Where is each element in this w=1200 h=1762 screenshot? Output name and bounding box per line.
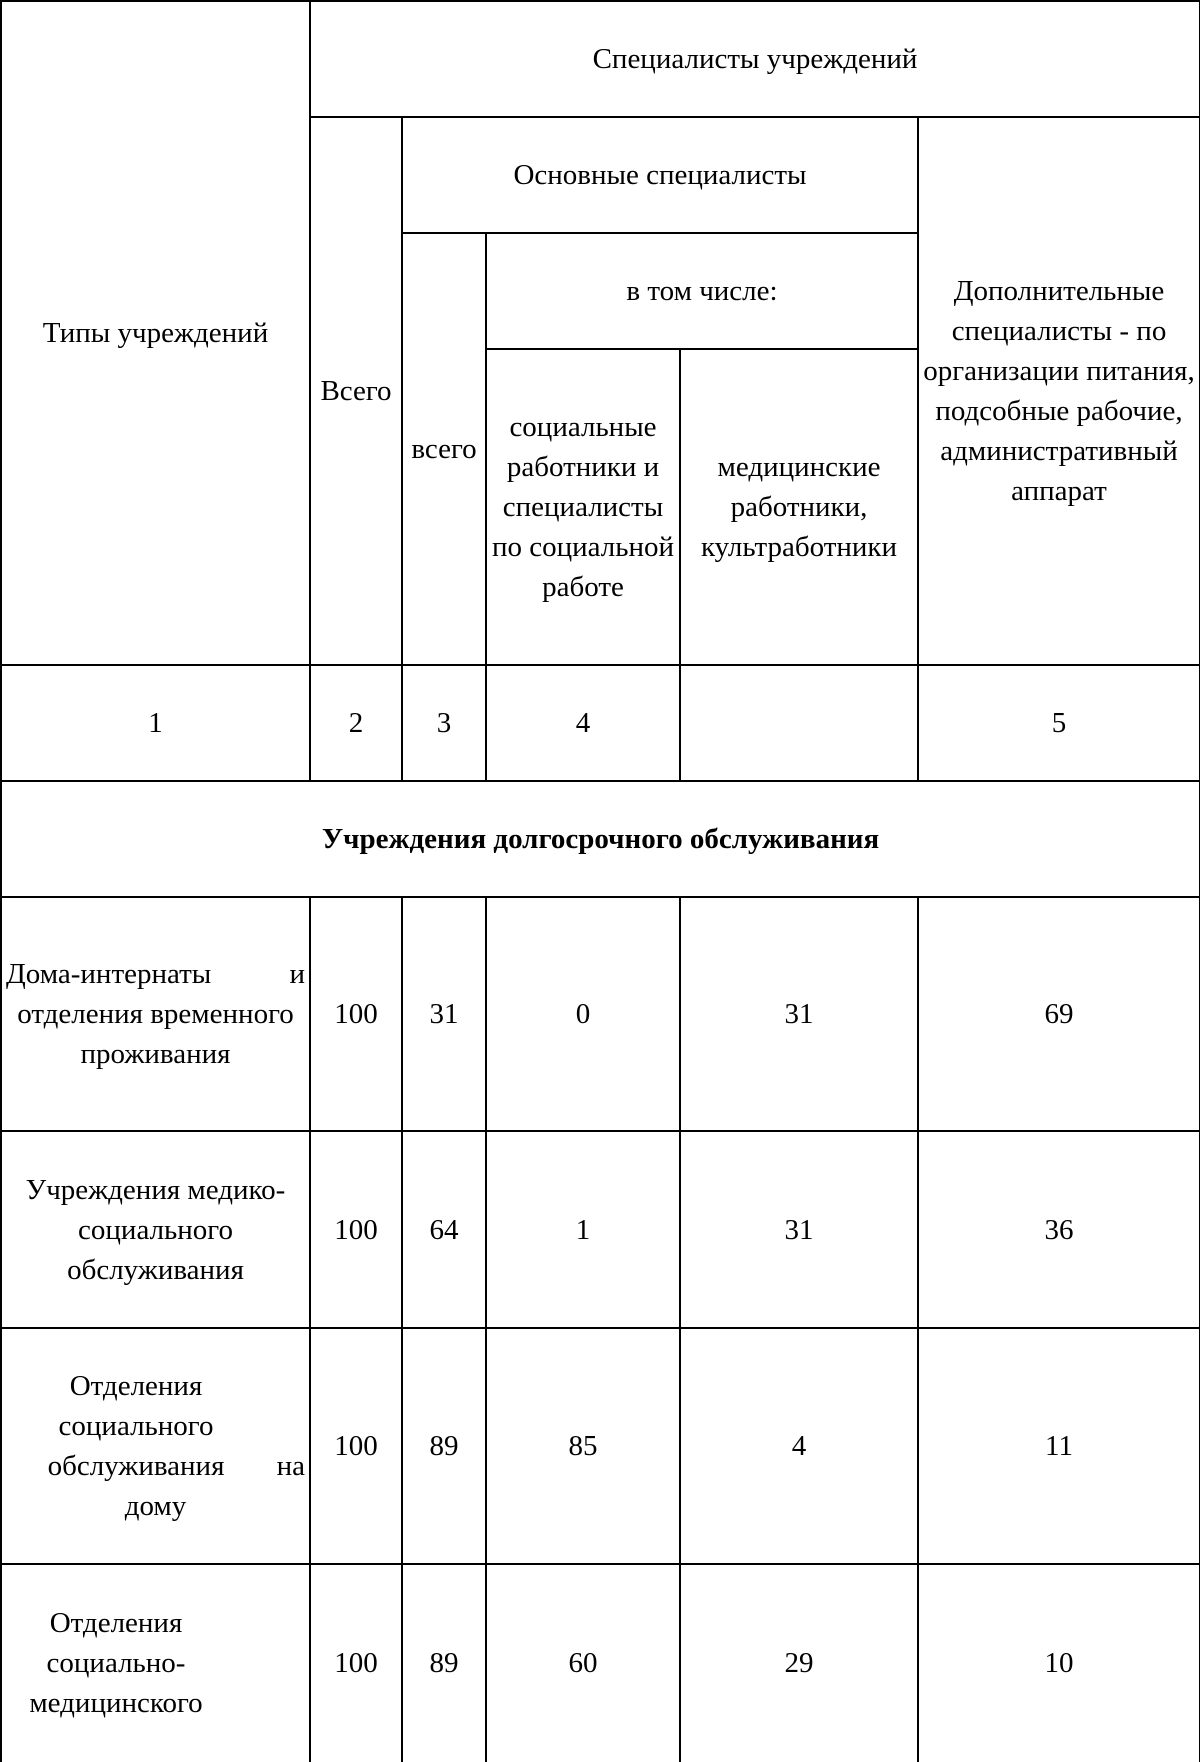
table-row — [1, 897, 1200, 1131]
header-main-all: всего — [402, 233, 486, 665]
column-number: 5 — [918, 665, 1200, 781]
column-number: 3 — [402, 665, 486, 781]
social-workers-cell: 0 — [486, 897, 680, 1131]
column-number — [680, 665, 918, 781]
institution-type-text: отделения временного проживания — [17, 998, 294, 1070]
institution-type-cell: Учреждения медико-социального обслуживания — [1, 1131, 310, 1328]
header-specialists: Специалисты учреждений — [310, 1, 1200, 117]
medical-workers-cell: 4 — [680, 1328, 918, 1564]
total-cell: 100 — [310, 1131, 402, 1328]
main-all-cell: 89 — [402, 1328, 486, 1564]
column-number: 2 — [310, 665, 402, 781]
header-additional-specialists: Дополнительные специалисты - по организации питания, подсобные рабочие, административный аппарат — [918, 117, 1200, 665]
social-workers-cell: 85 — [486, 1328, 680, 1564]
social-workers-cell: 1 — [486, 1131, 680, 1328]
table-row — [1, 1564, 1200, 1762]
header-institution-types: Типы учреждений — [1, 1, 310, 665]
institution-type-cell — [1, 1564, 310, 1762]
institution-type-cell — [1, 1328, 310, 1564]
header-social-workers: социальные работники и специалисты по социальной работе — [486, 349, 680, 665]
table-row — [1, 1131, 1200, 1328]
institution-type-text: и — [289, 958, 305, 990]
additional-specialists-cell: 69 — [918, 897, 1200, 1131]
medical-workers-cell: 31 — [680, 897, 918, 1131]
total-cell: 100 — [310, 897, 402, 1131]
header-including: в том числе: — [486, 233, 918, 349]
total-cell: 100 — [310, 1564, 402, 1762]
main-all-cell: 31 — [402, 897, 486, 1131]
institution-type-text: Отделения социально-медицинского — [29, 1607, 203, 1719]
institution-type-text: дому — [124, 1490, 187, 1522]
header-main-specialists: Основные специалисты — [402, 117, 918, 233]
additional-specialists-cell: 36 — [918, 1131, 1200, 1328]
table-row — [1, 1328, 1200, 1564]
social-workers-cell: 60 — [486, 1564, 680, 1762]
section-title: Учреждения долгосрочного обслуживания — [1, 781, 1200, 897]
header-medical-workers: медицинские работники, культработники — [680, 349, 918, 665]
institution-type-text: Дома-интернаты — [6, 958, 212, 990]
main-all-cell: 89 — [402, 1564, 486, 1762]
medical-workers-cell: 29 — [680, 1564, 918, 1762]
additional-specialists-cell: 10 — [918, 1564, 1200, 1762]
additional-specialists-cell: 11 — [918, 1328, 1200, 1564]
institution-type-text: на — [276, 1450, 305, 1482]
column-number: 4 — [486, 665, 680, 781]
institution-type-cell — [1, 897, 310, 1131]
medical-workers-cell: 31 — [680, 1131, 918, 1328]
header-total: Всего — [310, 117, 402, 665]
total-cell: 100 — [310, 1328, 402, 1564]
institution-type-text: Отделения социального обслуживания — [47, 1370, 225, 1482]
main-all-cell: 64 — [402, 1131, 486, 1328]
column-number: 1 — [1, 665, 310, 781]
